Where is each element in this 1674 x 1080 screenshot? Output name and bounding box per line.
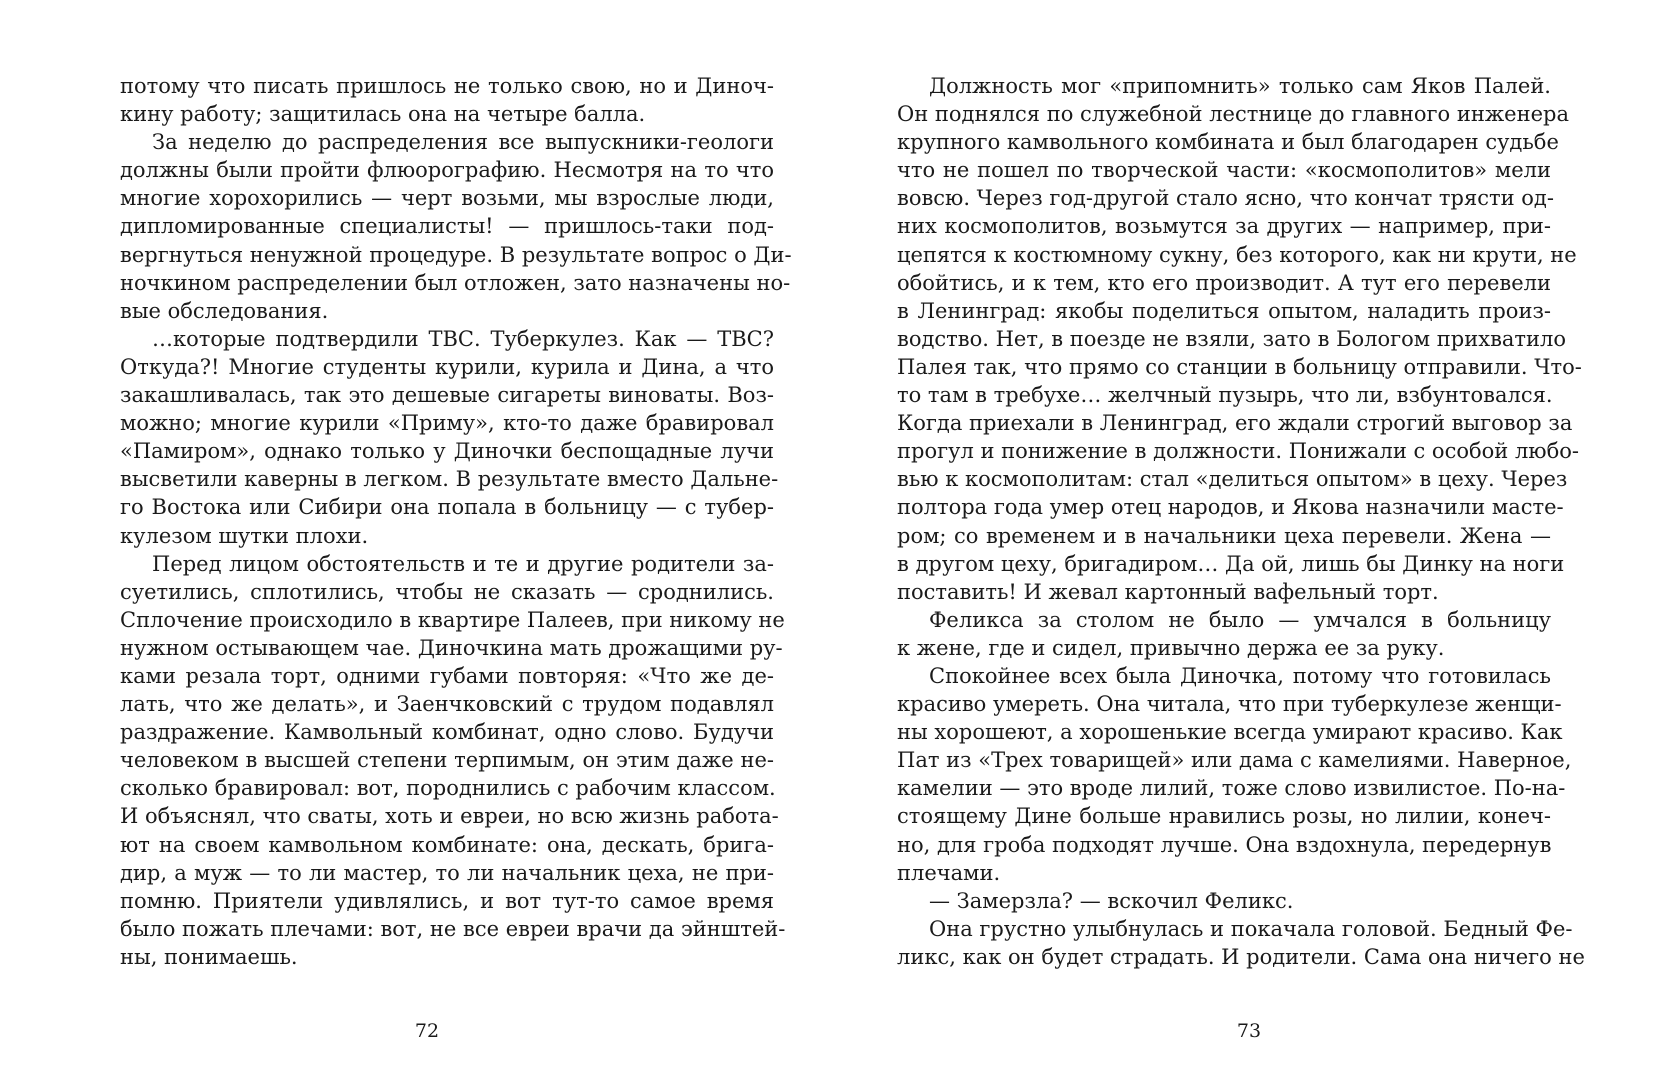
text-line: поставить! И жевал картонный вафельный торт. [897, 579, 1439, 604]
text-line: кулезом шутки плохи. [120, 523, 369, 548]
left-page-text [120, 72, 792, 971]
text-line: — Замерзла? — вскочил Феликс. [929, 888, 1294, 913]
text-line: них космополитов, возьмутся за других — например, при- [897, 214, 1551, 239]
text-line: вовсю. Через год-другой стало ясно, что кончат трясти од- [897, 186, 1554, 211]
text-line: суетились, сплотились, чтобы не сказать — сроднились. [120, 579, 774, 604]
text-line: Спокойнее всех была Диночка, потому что готовилась [929, 663, 1551, 688]
text-line: ют на своем камвольном комбинате: она, дескать, брига- [120, 832, 774, 857]
text-line: «Памиром», однако только у Диночки беспощадные лучи [120, 439, 774, 464]
text-line: И объяснял, что сваты, хоть и евреи, но всю жизнь работа- [120, 804, 779, 829]
text-line: Сплочение происходило в квартире Палеев, при никому не [120, 607, 785, 632]
text-line: обойтись, и к тем, кто его производит. А тут его перевели [897, 270, 1551, 295]
text-line: в другом цеху, бригадиром… Да ой, лишь бы Динку на ноги [897, 551, 1565, 576]
text-line: цепятся к костюмному сукну, без которого, как ни крути, не [897, 242, 1577, 267]
text-line: вые обследования. [120, 298, 329, 323]
text-line: в Ленинград: якобы поделиться опытом, наладить произ- [897, 298, 1551, 323]
text-line: Он поднялся по служебной лестнице до главного инженера [897, 102, 1569, 127]
text-line: высветили каверны в легком. В результате вместо Дальне- [120, 467, 779, 492]
right-page-number: 73 [1236, 1020, 1262, 1042]
text-line: ночкином распределении был отложен, зато назначены но- [120, 270, 791, 295]
text-line: вергнуться ненужной процедуре. В результате вопрос о Ди- [120, 242, 792, 267]
text-line: го Востока или Сибири она попала в больницу — с тубер- [120, 495, 774, 520]
left-page-number: 72 [414, 1020, 440, 1042]
text-line: ликс, как он будет страдать. И родители. Сама она ничего не [897, 944, 1585, 969]
text-line: нужном остывающем чае. Диночкина мать дрожащими ру- [120, 635, 783, 660]
text-line: потому что писать пришлось не только свою, но и Диноч- [120, 74, 774, 98]
text-line: многие хорохорились — черт возьми, мы взрослые люди, [120, 186, 774, 211]
text-line: ром; со временем и в начальники цеха перевели. Жена — [897, 523, 1551, 548]
text-line: Когда приехали в Ленинград, его ждали строгий выговор за [897, 411, 1573, 436]
text-line: Палея так, что прямо со станции в больницу отправили. Что- [897, 354, 1582, 379]
text-line: Откуда?! Многие студенты курили, курила и Дина, а что [120, 354, 774, 379]
text-line: …которые подтвердили ТВС. Туберкулез. Как — ТВС? [152, 326, 774, 351]
text-line: что не пошел по творческой части: «космополитов» мели [897, 158, 1551, 183]
text-line: сколько бравировал: вот, породнились с рабочим классом. [120, 776, 776, 801]
text-line: плечами. [897, 860, 1001, 885]
text-line: Должность мог «припомнить» только сам Яков Палей. [929, 74, 1551, 98]
text-line: то там в требухе… желчный пузырь, что ли, взбунтовался. [897, 383, 1553, 408]
text-line: кину работу; защитилась она на четыре балла. [120, 102, 646, 127]
text-line: лать, что же делать», и Заенчковский с трудом подавлял [120, 692, 774, 717]
text-line: стоящему Дине больше нравились розы, но лилии, конеч- [897, 804, 1551, 829]
text-line: крупного камвольного комбината и был благодарен судьбе [897, 130, 1559, 155]
right-page-text [897, 72, 1585, 971]
text-line: полтора года умер отец народов, и Якова назначили масте- [897, 495, 1564, 520]
text-line: должны были пройти флюорографию. Несмотря на то что [120, 158, 774, 183]
text-line: к жене, где и сидел, привычно держа ее за руку. [897, 635, 1445, 660]
text-line: вью к космополитам: стал «делиться опытом» в цеху. Через [897, 467, 1568, 492]
text-line: дир, а муж — то ли мастер, то ли начальник цеха, не при- [120, 860, 774, 885]
text-line: Перед лицом обстоятельств и те и другие родители за- [152, 551, 774, 576]
text-line: водство. Нет, в поезде не взяли, зато в Бологом прихватило [897, 326, 1567, 351]
text-line: помню. Приятели удивлялись, и вот тут-то самое время [120, 888, 774, 913]
text-line: закашливалась, так это дешевые сигареты виноваты. Воз- [120, 383, 774, 408]
right-page [837, 0, 1674, 1080]
text-line: прогул и понижение в должности. Понижали с особой любо- [897, 439, 1579, 464]
text-line: дипломированные специалисты! — пришлось-таки под- [120, 214, 774, 239]
text-line: ками резала торт, одними губами повторяя: «Что же де- [120, 663, 774, 688]
text-line: можно; многие курили «Приму», кто-то даже бравировал [120, 411, 774, 436]
text-line: Она грустно улыбнулась и покачала головой. Бедный Фе- [929, 916, 1573, 941]
text-line: За неделю до распределения все выпускники-геологи [152, 130, 774, 155]
text-line: ны, понимаешь. [120, 944, 298, 969]
text-line: Пат из «Трех товарищей» или дама с камелиями. Наверное, [897, 748, 1572, 773]
text-line: человеком в высшей степени терпимым, он этим даже не- [120, 748, 774, 773]
text-line: Феликса за столом не было — умчался в больницу [929, 607, 1551, 632]
text-line: ны хорошеют, а хорошенькие всегда умирают красиво. Как [897, 720, 1563, 745]
text-line: было пожать плечами: вот, не все евреи врачи да эйнштей- [120, 916, 786, 941]
text-line: красиво умереть. Она читала, что при туберкулезе женщи- [897, 692, 1562, 717]
text-line: раздражение. Камвольный комбинат, одно слово. Будучи [120, 720, 774, 745]
text-line: но, для гроба подходят лучше. Она вздохнула, передернув [897, 832, 1552, 857]
text-line: камелии — это вроде лилий, тоже слово извилистое. По-на- [897, 776, 1566, 801]
